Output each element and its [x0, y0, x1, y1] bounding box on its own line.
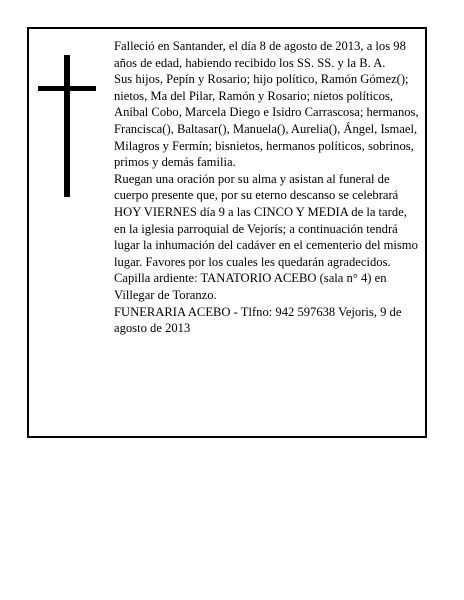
- death-announcement-paragraph: Falleció en Santander, el día 8 de agosto de 2013, a los 98 años de edad, habiendo recibido los SS. SS. y la B. A.: [114, 39, 406, 70]
- obituary-text-block: [114, 38, 420, 337]
- cross-icon-vertical-bar: [64, 55, 70, 197]
- funeral-request-paragraph: Ruegan una oración por su alma y asistan al funeral de cuerpo presente que, por su eterno descanso se celebrará HOY VIERNES día 9 a las CINCO Y MEDIA de la tarde, en la iglesia parroquial de Vejorís; a continuación tendrá lugar la inhumación del cadáver en el cementerio del mismo lugar. Favores por los cuales les quedarán agradecidos. Capilla ardiente: TANATORIO ACEBO (sala n° 4) en Villegar de Toranzo.: [114, 171, 418, 302]
- cross-icon-horizontal-bar: [38, 86, 96, 91]
- funeral-home-contact-paragraph: FUNERARIA ACEBO - Tlfno: 942 597638 Vejoris, 9 de agosto de 2013: [114, 304, 402, 336]
- family-members-paragraph: Sus hijos, Pepín y Rosario; hijo político, Ramón Gómez(); nietos, Ma del Pilar, Ramón y Rosario; nietos políticos, Aníbal Cobo, Marcela Diego e Isidro Carrascosa; hermanos, Francisca(), Baltasar(), Manuela(), Aurelia(), Ángel, Ismael, Milagros y Fermín; bisnietos, hermanos políticos, sobrinos, primos y demás familia.: [114, 72, 419, 170]
